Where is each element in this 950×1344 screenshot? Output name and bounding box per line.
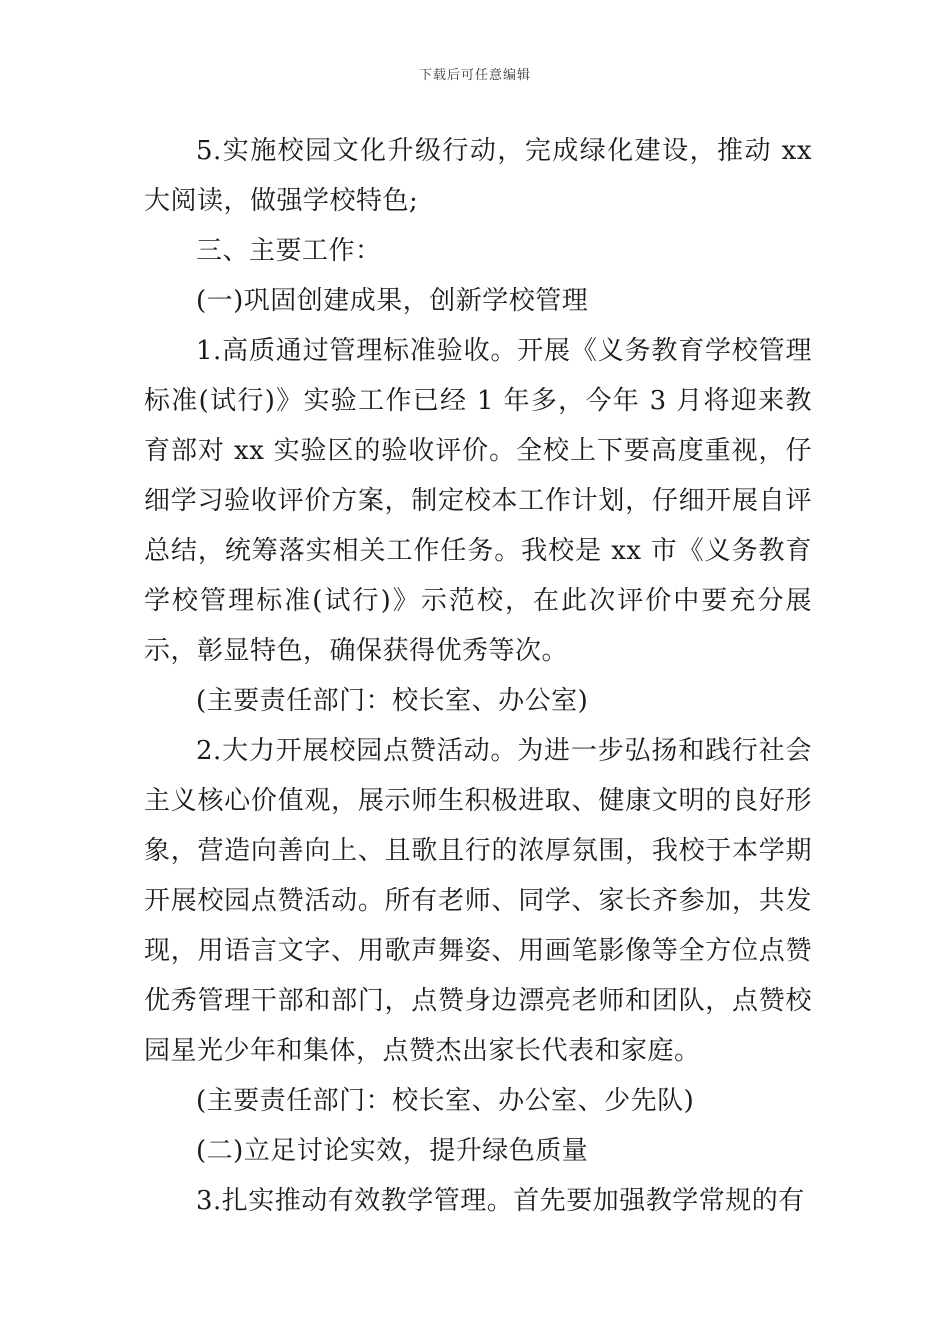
paragraph-item-1: 1.高质通过管理标准验收。开展《义务教育学校管理标准(试行)》实验工作已经 1 年多，今年 3 月将迎来教育部对 xx 实验区的验收评价。全校上下要高度重视，仔细学习验收评价方案，制定校本工作计划，仔细开展自评总结，统筹落实相关工作任务。我校是 xx 市《义务教育学校管理标准(试行)》示范校，在此次评价中要充分展示，彰显特色，确保获得优秀等次。	[144, 336, 812, 666]
paragraph-item-5: 5.实施校园文化升级行动，完成绿化建设，推动 xx 大阅读，做强学校特色;	[144, 136, 812, 216]
paragraph-item-3: 3.扎实推动有效教学管理。首先要加强教学常规的有	[196, 1186, 805, 1216]
document-body	[144, 126, 812, 1226]
section-heading-main-work: 三、主要工作：	[196, 236, 382, 266]
page-header-note: 下载后可任意编辑	[418, 68, 531, 83]
responsible-dept-note-2: (主要责任部门：校长室、办公室、少先队)	[196, 1086, 695, 1116]
subsection-heading-1: (一)巩固创建成果，创新学校管理	[196, 286, 589, 316]
responsible-dept-note-1: (主要责任部门：校长室、办公室)	[196, 686, 589, 716]
paragraph-item-2: 2.大力开展校园点赞活动。为进一步弘扬和践行社会主义核心价值观，展示师生积极进取、健康文明的良好形象，营造向善向上、且歌且行的浓厚氛围，我校于本学期开展校园点赞活动。所有老师、同学、家长齐参加，共发现，用语言文字、用歌声舞姿、用画笔影像等全方位点赞优秀管理干部和部门，点赞身边漂亮老师和团队，点赞校园星光少年和集体，点赞杰出家长代表和家庭。	[144, 736, 812, 1066]
subsection-heading-2: (二)立足讨论实效，提升绿色质量	[196, 1136, 589, 1166]
